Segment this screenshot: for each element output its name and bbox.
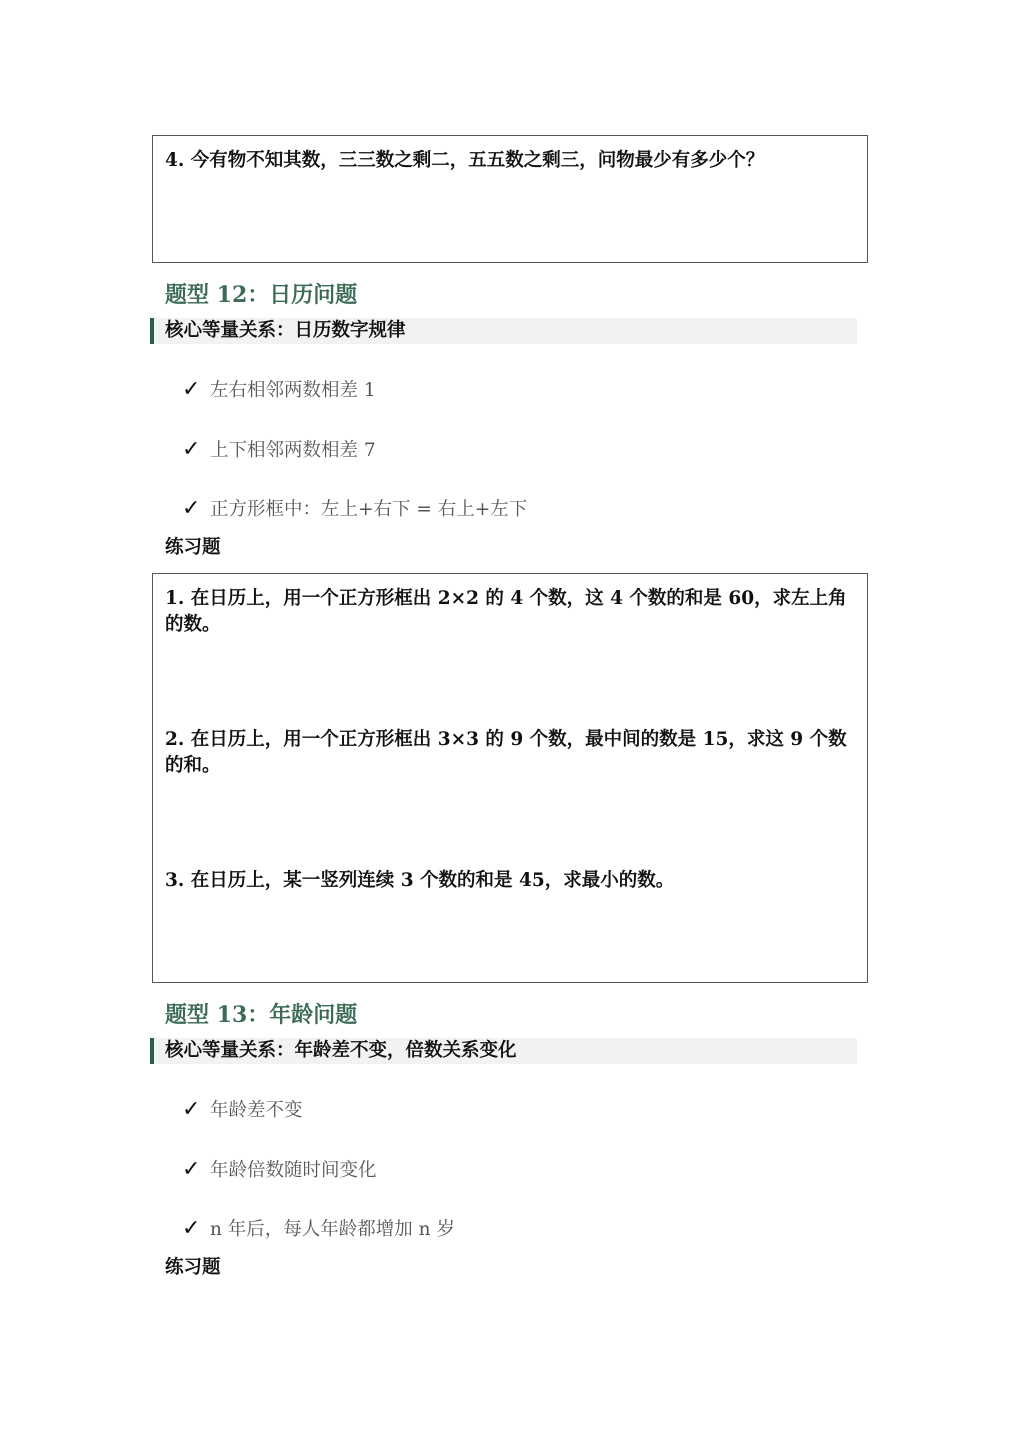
section-12-practice-box — [152, 573, 868, 983]
check-icon: ✓ — [182, 437, 201, 462]
rule-text: 年龄差不变 — [210, 1100, 303, 1121]
section-13-rule-2 — [182, 1156, 377, 1184]
question-2: 2. 在日历上，用一个正方形框出 3×3 的 9 个数，最中间的数是 15，求这 9 个数的和。 — [165, 729, 847, 776]
rule-text: n 年后，每人年龄都增加 n 岁 — [210, 1219, 455, 1240]
question-1: 1. 在日历上，用一个正方形框出 2×2 的 4 个数，这 4 个数的和是 60，求左上角的数。 — [165, 588, 847, 635]
rule-text: 正方形框中：左上+右下 = 右上+左下 — [210, 499, 528, 520]
section-13-relation-text: 核心等量关系：年龄差不变，倍数关系变化 — [165, 1040, 517, 1061]
section-12-rule-3 — [182, 495, 527, 523]
section-12-practice-label: 练习题 — [165, 537, 221, 558]
check-icon: ✓ — [182, 1216, 201, 1241]
question-4: 4. 今有物不知其数，三三数之剩二，五五数之剩三，问物最少有多少个？ — [165, 150, 765, 171]
section-13-rule-3 — [182, 1215, 455, 1243]
check-icon: ✓ — [182, 1097, 201, 1122]
section-12-title: 题型 12：日历问题 — [165, 282, 358, 308]
section-13-practice-label: 练习题 — [165, 1257, 221, 1278]
section-13-title: 题型 13：年龄问题 — [165, 1002, 358, 1028]
rule-text: 上下相邻两数相差 7 — [210, 440, 376, 461]
check-icon: ✓ — [182, 377, 201, 402]
section-12-rule-1 — [182, 376, 376, 404]
section-12-relation-text: 核心等量关系：日历数字规律 — [165, 320, 406, 341]
rule-text: 左右相邻两数相差 1 — [210, 380, 376, 401]
question-3: 3. 在日历上，某一竖列连续 3 个数的和是 45，求最小的数。 — [165, 870, 675, 891]
section-13-relation-bar — [150, 1038, 857, 1064]
section-12-rule-2 — [182, 436, 376, 464]
rule-text: 年龄倍数随时间变化 — [210, 1160, 377, 1181]
section-12-relation-bar — [150, 318, 857, 344]
check-icon: ✓ — [182, 1157, 201, 1182]
section-13-rule-1 — [182, 1096, 303, 1124]
prev-question-box — [152, 135, 868, 263]
check-icon: ✓ — [182, 496, 201, 521]
